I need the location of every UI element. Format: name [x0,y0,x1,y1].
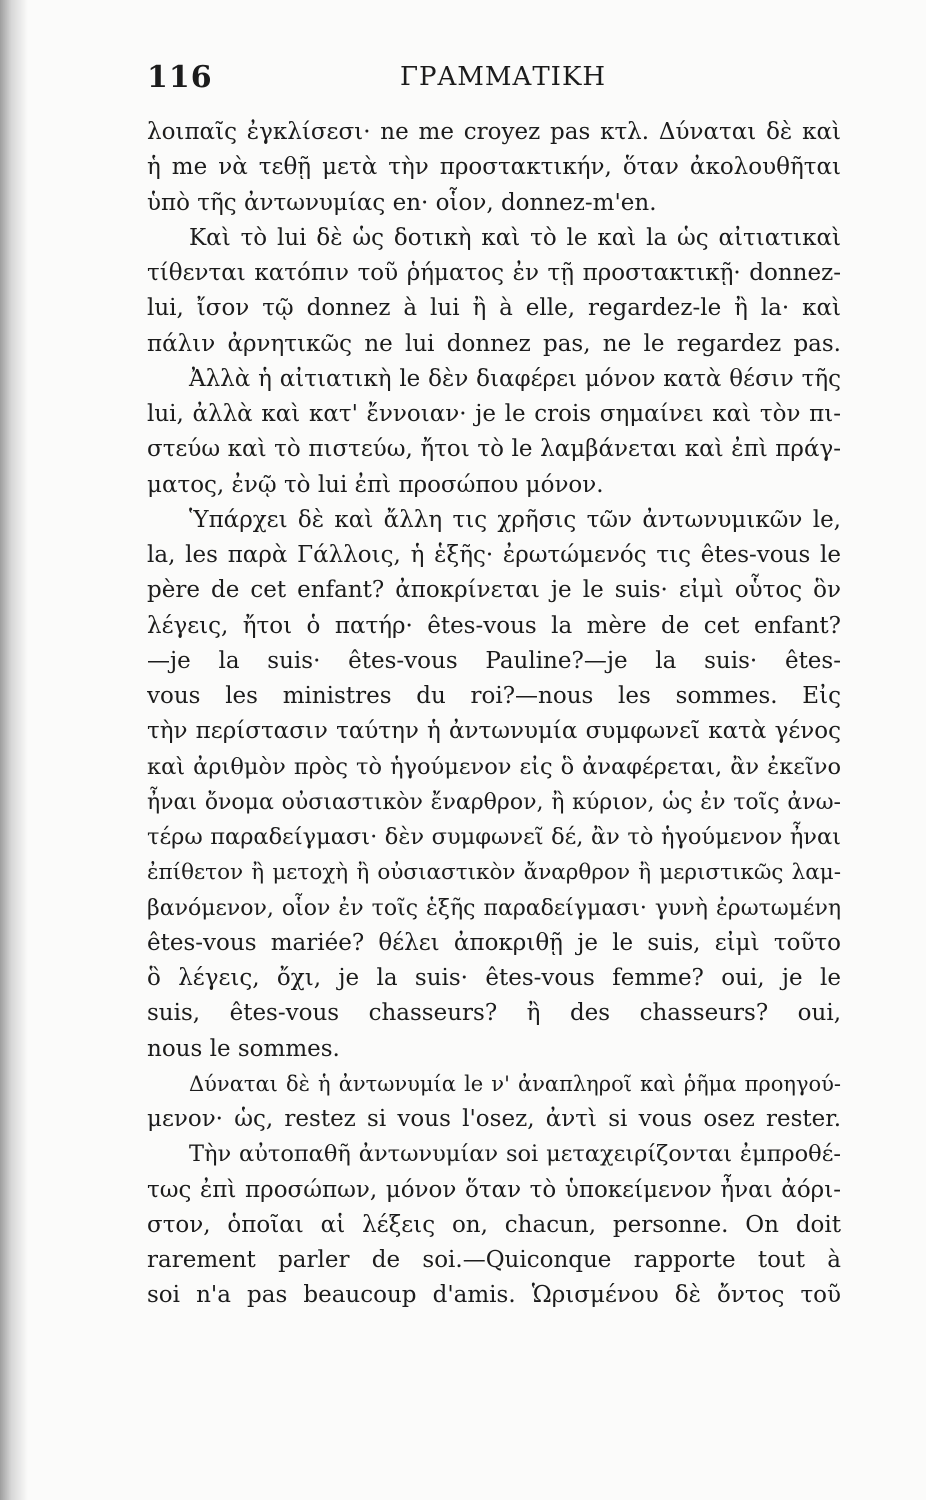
text-line: καὶ ἀριθμὸν πρὸς τὸ ἡγούμενον εἰς ὃ ἀναφέρεται, ἂν ἐκεῖνο [147,753,841,780]
text-line: Καὶ τὸ lui δὲ ὡς δοτικὴ καὶ τὸ le καὶ la ὡς αἰτιατικαὶ [189,224,841,251]
text-line: soi n'a pas beaucoup d'amis. Ὡρισμένου δὲ ὄντος τοῦ [147,1282,841,1309]
text-line: êtes-vous mariée? θέλει ἀποκριθῇ je le suis, εἰμὶ τοῦτο [147,929,841,956]
text-line: ὑπὸ τῆς ἀντωνυμίας en· οἷον, donnez-m'en. [147,189,657,216]
text-line: μενον· ὡς, restez si vous l'osez, ἀντὶ si vous osez rester. [147,1106,841,1132]
text-line: la, les παρὰ Γάλλοις, ἡ ἑξῆς· ἐρωτώμενός τις êtes-vous le [147,542,841,568]
page-number: 116 [147,60,213,95]
text-line: nous le sommes. [147,1035,340,1062]
text-line: λέγεις, ἤτοι ὁ πατήρ· êtes-vous la mère de cet enfant? [147,612,841,639]
text-line: ἦναι ὄνομα οὐσιαστικὸν ἔναρθρον, ἢ κύριον, ὡς ἐν τοῖς ἀνω- [147,789,841,815]
text-line: rarement parler de soi.—Quiconque rapporte tout à [147,1247,841,1273]
text-line: τέρω παραδείγμασι· δὲν συμφωνεῖ δέ, ἂν τὸ ἡγούμενον ἦναι [147,824,841,850]
text-line: Δύναται δὲ ἡ ἀντωνυμία le ν' ἀναπληροῖ καὶ ῥῆμα προηγού- [189,1071,841,1096]
text-line: στον, ὁποῖαι αἱ λέξεις on, chacun, personne. On doit [147,1211,841,1238]
text-line: τὴν περίστασιν ταύτην ἡ ἀντωνυμία συμφωνεῖ κατὰ γένος [147,718,841,745]
text-line: vous les ministres du roi?—nous les sommes. Εἰς [147,683,841,709]
text-line: Ἀλλὰ ἡ αἰτιατικὴ le δὲν διαφέρει μόνον κατὰ θέσιν τῆς [189,365,841,392]
text-line: Τὴν αὐτοπαθῆ ἀντωνυμίαν soi μεταχειρίζονται ἐμπροθέ- [189,1141,841,1168]
text-line: στεύω καὶ τὸ πιστεύω, ἤτοι τὸ le λαμβάνεται καὶ ἐπὶ πράγ- [147,436,841,463]
text-line: ἐπίθετον ἢ μετοχὴ ἢ οὐσιαστικὸν ἄναρθρον ἢ μεριστικῶς λαμ- [147,860,841,886]
text-line: λοιπαῖς ἐγκλίσεσι· ne me croyez pas κτλ. Δύναται δὲ καὶ [147,119,841,145]
text-line: lui, ἴσον τῷ donnez à lui ἢ à elle, regardez-le ἢ la· καὶ [147,295,841,322]
text-line: ματος, ἐνῷ τὸ lui ἐπὶ προσώπου μόνον. [147,471,604,498]
text-line: lui, ἀλλὰ καὶ κατ' ἔννοιαν· je le crois σημαίνει καὶ τὸν πι- [147,401,841,427]
text-line: suis, êtes-vous chasseurs? ἢ des chasseurs? oui, [147,1000,841,1027]
text-line: Ὑπάρχει δὲ καὶ ἄλλη τις χρῆσις τῶν ἀντωνυμικῶν le, [189,506,841,533]
text-line: père de cet enfant? ἀποκρίνεται je le suis· εἰμὶ οὗτος ὃν [147,577,841,604]
text-line: —je la suis· êtes-vous Pauline?—je la suis· êtes- [147,647,841,674]
body-text [147,115,841,1314]
text-line: τως ἐπὶ προσώπων, μόνον ὅταν τὸ ὑποκείμενον ἦναι ἀόρι- [147,1176,841,1203]
text-line: τίθενται κατόπιν τοῦ ῥήματος ἐν τῇ προστακτικῇ· donnez- [147,260,841,286]
text-line: πάλιν ἀρνητικῶς ne lui donnez pas, ne le regardez pas. [147,330,841,357]
text-line: ἡ me νὰ τεθῇ μετὰ τὴν προστακτικήν, ὅταν ἀκολουθῆται [147,154,841,181]
text-line: ὃ λέγεις, ὄχι, je la suis· êtes-vous femme? oui, je le [147,965,841,991]
running-title: ΓΡΑΜΜΑΤΙΚΗ [400,62,607,92]
text-line: βανόμενον, οἷον ἐν τοῖς ἑξῆς παραδείγμασι· γυνὴ ἐρωτωμένη [147,895,841,921]
page-edge-shadow [0,0,28,1500]
